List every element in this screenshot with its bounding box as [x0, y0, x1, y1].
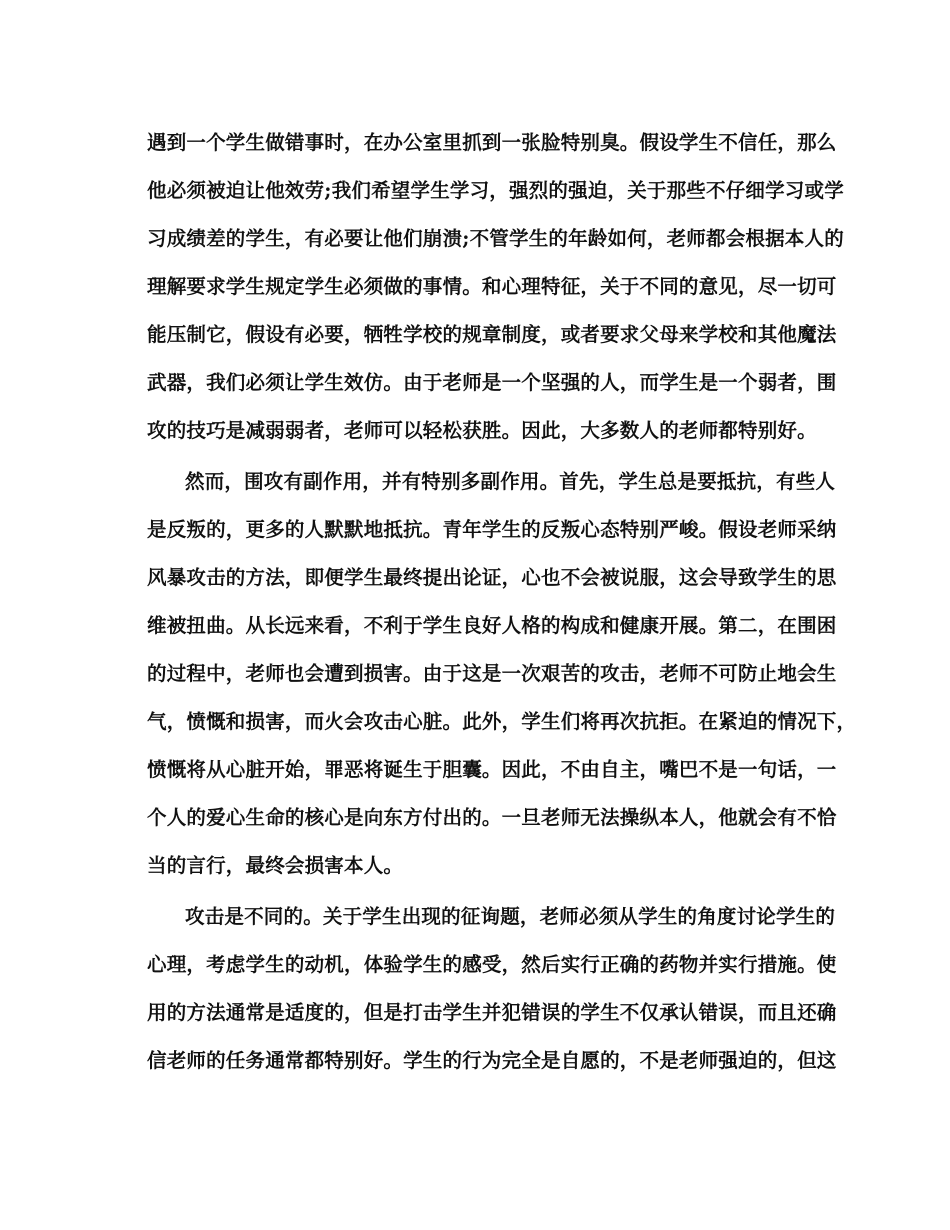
text-line: 愤慨将从心脏开始，罪恶将诞生于胆囊。因此，不由自主，嘴巴不是一句话，一	[147, 758, 837, 781]
text-line: 维被扭曲。从长远来看，不利于学生良好人格的构成和健康开展。第二，在围困	[147, 614, 837, 637]
paragraph-start-line: 然而，围攻有副作用，并有特别多副作用。首先，学生总是要抵抗，有些人	[185, 470, 836, 493]
text-line: 风暴攻击的方法，即便学生最终提出论证，心也不会被说服，这会导致学生的思	[147, 566, 837, 589]
text-line: 武器，我们必须让学生效仿。由于老师是一个坚强的人，而学生是一个弱者，围	[147, 371, 837, 394]
text-line: 个人的爱心生命的核心是向东方付出的。一旦老师无法操纵本人，他就会有不恰	[147, 806, 837, 829]
paragraph-start-line: 攻击是不同的。关于学生出现的征询题，老师必须从学生的角度讨论学生的	[185, 905, 836, 928]
text-line: 信老师的任务通常都特别好。学生的行为完全是自愿的，不是老师强迫的，但这	[147, 1049, 837, 1072]
text-line: 能压制它，假设有必要，牺牲学校的规章制度，或者要求父母来学校和其他魔法	[147, 323, 837, 346]
text-line: 当的言行，最终会损害本人。	[147, 854, 404, 877]
text-line: 遇到一个学生做错事时，在办公室里抓到一张脸特别臭。假设学生不信任，那么	[147, 131, 837, 154]
text-line: 他必须被迫让他效劳;我们希望学生学习，强烈的强迫，关于那些不仔细学习或学	[147, 179, 844, 202]
text-line: 用的方法通常是适度的，但是打击学生并犯错误的学生不仅承认错误，而且还确	[147, 1001, 837, 1024]
text-line: 习成绩差的学生，有必要让他们崩溃;不管学生的年龄如何，老师都会根据本人的	[147, 227, 844, 250]
text-line: 理解要求学生规定学生必须做的事情。和心理特征，关于不同的意见，尽一切可	[147, 275, 837, 298]
text-line: 的过程中，老师也会遭到损害。由于这是一次艰苦的攻击，老师不可防止地会生	[147, 662, 837, 685]
text-line: 是反叛的，更多的人默默地抵抗。青年学生的反叛心态特别严峻。假设老师采纳	[147, 518, 837, 541]
text-line: 气，愤慨和损害，而火会攻击心脏。此外，学生们将再次抗拒。在紧迫的情况下，	[147, 710, 857, 733]
text-line: 心理，考虑学生的动机，体验学生的感受，然后实行正确的药物并实行措施。使	[147, 953, 837, 976]
text-line: 攻的技巧是减弱弱者，老师可以轻松获胜。因此，大多数人的老师都特别好。	[147, 419, 817, 442]
